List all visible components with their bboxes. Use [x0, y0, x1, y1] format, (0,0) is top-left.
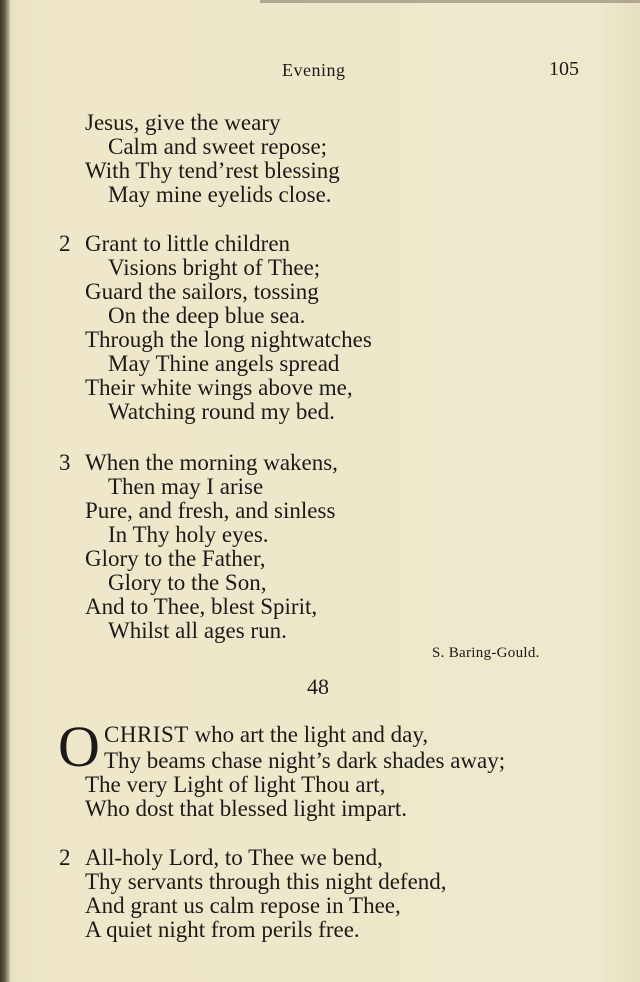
stanza-number: 2: [59, 845, 71, 870]
hymn-line: On the deep blue sea.: [108, 303, 306, 328]
hymn-line: With Thy tend’rest blessing: [85, 158, 340, 183]
hymn-line: Then may I arise: [108, 474, 264, 499]
hymn-line: Who dost that blessed light impart.: [85, 796, 407, 821]
hymn-line: Jesus, give the weary: [85, 110, 281, 135]
hymn-line: Whilst all ages run.: [108, 618, 287, 643]
page-top-edge: [260, 0, 640, 3]
hymn-line: When the morning wakens,: [85, 450, 338, 475]
hymn-line: A quiet night from perils free.: [85, 917, 360, 942]
drop-cap: O: [58, 714, 100, 779]
hymn-line: And grant us calm repose in Thee,: [85, 893, 401, 918]
page-number: 105: [549, 58, 579, 80]
first-line-rest: who art the light and day,: [194, 722, 429, 747]
hymn-line: Glory to the Son,: [108, 570, 267, 595]
hymn-line: Thy servants through this night defend,: [85, 869, 447, 894]
hymn-line: In Thy holy eyes.: [108, 522, 269, 547]
hymn-first-line: [104, 722, 428, 748]
hymn-line: The very Light of light Thou art,: [85, 772, 386, 797]
author-attribution: S. Baring-Gould.: [432, 645, 540, 661]
hymn-line: And to Thee, blest Spirit,: [85, 594, 318, 619]
hymn-number: 48: [307, 674, 329, 699]
hymn-line: Visions bright of Thee;: [108, 255, 321, 280]
hymn-line: Guard the sailors, tossing: [85, 279, 319, 304]
hymn-line: Calm and sweet repose;: [108, 134, 328, 159]
hymn-line: Grant to little children: [85, 231, 291, 256]
hymn-line: All-holy Lord, to Thee we bend,: [85, 845, 383, 870]
hymn-line: May mine eyelids close.: [108, 182, 332, 207]
hymn-line: Through the long nightwatches: [85, 327, 372, 352]
stanza-number: 3: [59, 450, 71, 475]
hymn-line: Pure, and fresh, and sinless: [85, 498, 336, 523]
stanza-number: 2: [59, 231, 71, 256]
hymn-line: Their white wings above me,: [85, 375, 353, 400]
running-header-title: Evening: [282, 60, 346, 80]
hymn-line: Glory to the Father,: [85, 546, 266, 571]
book-spine-edge: [0, 0, 10, 982]
first-word-caps: CHRIST: [104, 722, 189, 747]
hymn-line: Thy beams chase night’s dark shades away;: [104, 748, 506, 773]
hymn-line: May Thine angels spread: [108, 351, 340, 376]
hymn-line: Watching round my bed.: [108, 399, 335, 424]
